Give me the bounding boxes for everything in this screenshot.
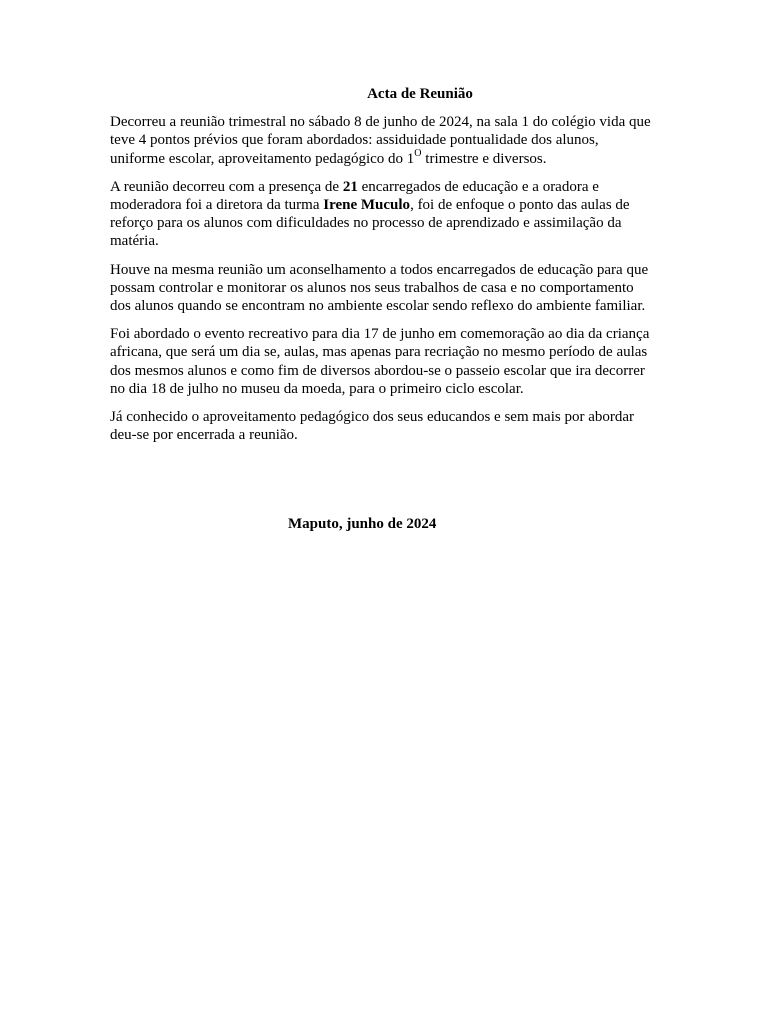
ordinal-indicator: O — [414, 147, 422, 159]
paragraph-agenda-text: Decorreu a reunião trimestral no sábado 8 de junho de 2024, na sala 1 do colégio vida que teve 4 pontos prévios que foram abordados: assiduidade pontualidade dos alunos, uniforme escolar, aproveitamento pedagógico do 1 — [110, 114, 651, 167]
paragraph-advice: Houve na mesma reunião um aconselhamento a todos encarregados de educação para que possam controlar e monitorar os alunos nos seus trabalhos de casa e no comportamento dos alunos quando se encontram no ambiente escolar sendo reflexo do ambiente familiar. — [110, 261, 649, 315]
document-body — [110, 85, 655, 454]
paragraph-event: Foi abordado o evento recreativo para dia 17 de junho em comemoração ao dia da criança africana, que será um dia se, aulas, mas apenas para recriação no mesmo período de aulas dos mesmos alunos e como fim de diversos abordou-se o passeio escolar que ira decorrer no dia 18 de julho no museu da moeda, para o primeiro ciclo escolar. — [110, 326, 650, 397]
paragraph-conclusion: Já conhecido o aproveitamento pedagógico dos seus educandos e sem mais por abordar deu-se por encerrada a reunião. — [110, 409, 635, 444]
director-name: Irene Muculo — [323, 197, 411, 214]
paragraph-attendance-text-1: A reunião decorreu com a presença de — [110, 178, 343, 195]
document-title: Acta de Reunião — [367, 86, 473, 102]
paragraph-attendance-text-3: , foi de enfoque o ponto das aulas de reforço para os alunos com dificuldades no processo de aprendizado e assimilação da matéria. — [110, 197, 630, 250]
closing-place-date: Maputo, junho de 2024 — [288, 516, 437, 532]
paragraph-agenda-end: trimestre e diversos. — [421, 150, 547, 167]
paragraph-attendance — [110, 178, 655, 251]
paragraph-attendance-text-2: encarregados de educação e a oradora e moderadora foi a diretora da turma — [110, 178, 599, 214]
paragraph-agenda — [110, 113, 655, 168]
attendees-count: 21 — [342, 178, 358, 195]
